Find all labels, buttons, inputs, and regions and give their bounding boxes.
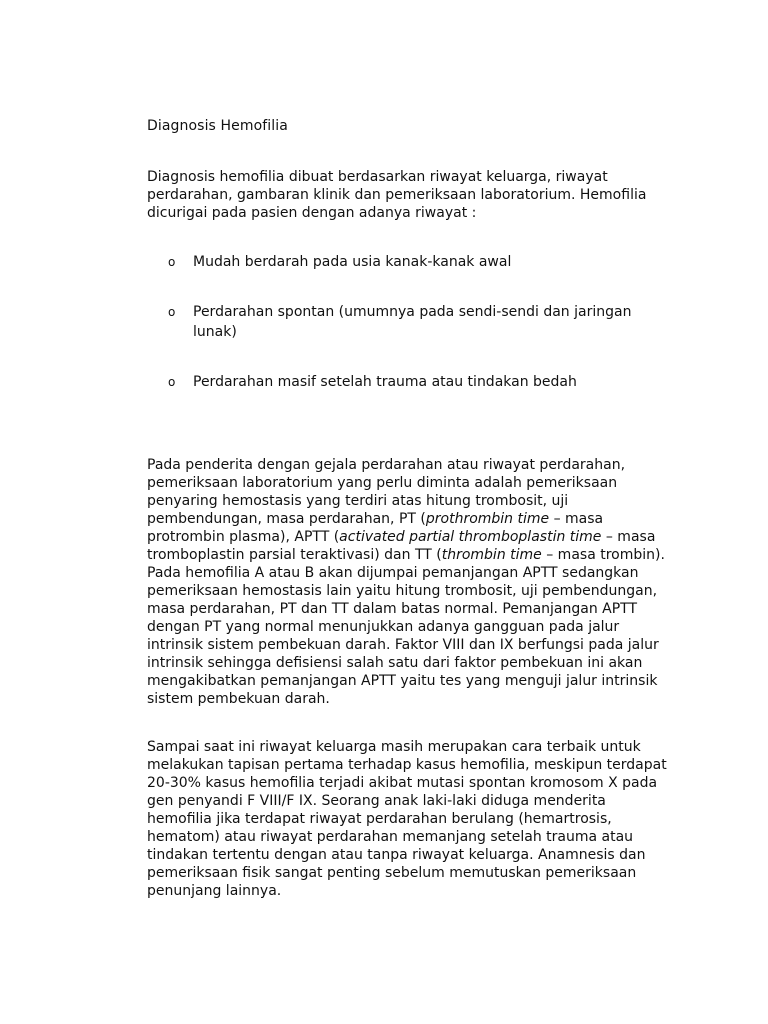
term-prothrombin-time: prothrombin time bbox=[425, 511, 550, 527]
paragraph-text: – masa protrombin plasma), APTT ( bbox=[147, 511, 604, 545]
term-thrombin-time: thrombin time bbox=[441, 547, 542, 563]
list-item bbox=[168, 252, 668, 272]
paragraph-text: – masa tromboplastin parsial teraktivasi) dan TT ( bbox=[147, 529, 656, 563]
intro-paragraph: Diagnosis hemofilia dibuat berdasarkan riwayat keluarga, riwayat perdarahan, gambaran klinik dan pemeriksaan laboratorium. Hemofilia dicurigai pada pasien dengan adanya riwayat : bbox=[147, 169, 647, 221]
bullet-circle-icon: o bbox=[168, 375, 176, 389]
term-aptt: activated partial thromboplastin time bbox=[339, 529, 602, 545]
list-item bbox=[168, 302, 668, 342]
list-item-text: Perdarahan spontan (umumnya pada sendi-sendi dan jaringan lunak) bbox=[193, 304, 632, 340]
list-item bbox=[168, 372, 668, 392]
list-item-text: Mudah berdarah pada usia kanak-kanak awal bbox=[193, 254, 512, 270]
bullet-circle-icon: o bbox=[168, 255, 176, 269]
lab-examination-paragraph bbox=[147, 456, 667, 708]
document-title: Diagnosis Hemofilia bbox=[147, 118, 288, 134]
list-item-text: Perdarahan masif setelah trauma atau tindakan bedah bbox=[193, 374, 577, 390]
paragraph-text: Pada penderita dengan gejala perdarahan atau riwayat perdarahan, pemeriksaan laboratorium yang perlu diminta adalah pemeriksaan penyaring hemostasis yang terdiri atas hitung trombosit, uji pembendungan, masa perdarahan, PT ( bbox=[147, 457, 626, 527]
bullet-circle-icon: o bbox=[168, 305, 176, 319]
paragraph-text: – masa trombin). Pada hemofilia A atau B akan dijumpai pemanjangan APTT sedangkan pemeriksaan hemostasis lain yaitu hitung trombosit, uji pembendungan, masa perdarahan, PT dan TT dalam batas normal. Pemanjangan APTT dengan PT yang normal menunjukkan adanya gangguan pada jalur intrinsik sistem pembekuan darah. Faktor VIII dan IX berfungsi pada jalur intrinsik sehingga defisiensi salah satu dari faktor pembekuan ini akan mengakibatkan pemanjangan APTT yaitu tes yang menguji jalur intrinsik sistem pembekuan darah. bbox=[147, 547, 665, 707]
family-history-paragraph: Sampai saat ini riwayat keluarga masih merupakan cara terbaik untuk melakukan tapisan pertama terhadap kasus hemofilia, meskipun terdapat 20-30% kasus hemofilia terjadi akibat mutasi spontan kromosom X pada gen penyandi F VIII/F IX. Seorang anak laki-laki diduga menderita hemofilia jika terdapat riwayat perdarahan berulang (hemartrosis, hematom) atau riwayat perdarahan memanjang setelah trauma atau tindakan tertentu dengan atau tanpa riwayat keluarga. Anamnesis dan pemeriksaan fisik sangat penting sebelum memutuskan pemeriksaan penunjang lainnya. bbox=[147, 739, 667, 899]
